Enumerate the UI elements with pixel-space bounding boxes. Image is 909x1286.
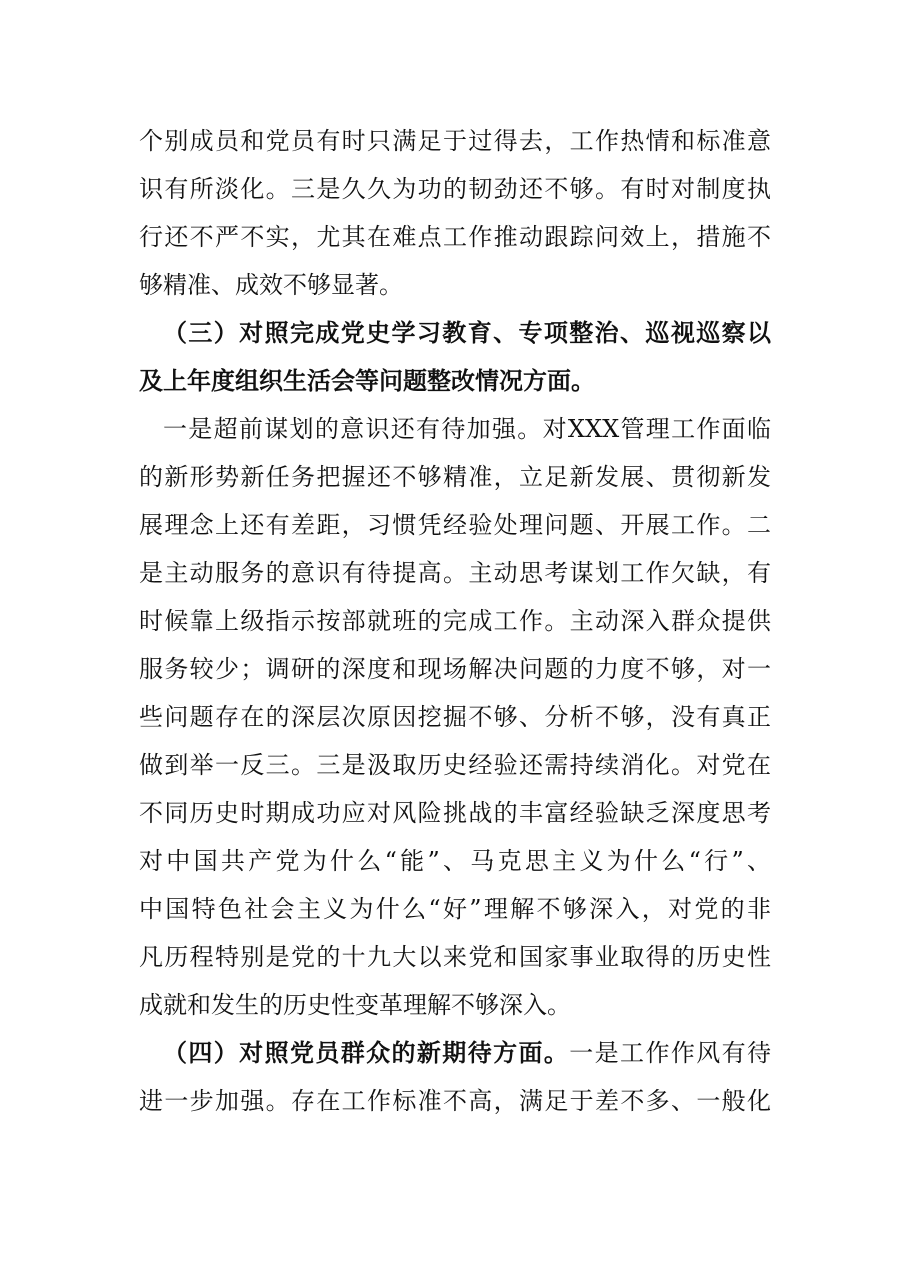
text-line: 不同历史时期成功应对风险挑战的丰富经验缺乏深度思考 — [139, 799, 771, 827]
text-line — [139, 1029, 771, 1077]
text-line: 些问题存在的深层次原因挖掘不够、分析不够，没有真正 — [139, 703, 771, 731]
text-line: 对中国共产党为什么“能”、马克思主义为什么“行”、 — [139, 847, 771, 875]
paragraph-section-4 — [139, 1029, 771, 1125]
paragraph-continuation — [139, 117, 771, 309]
heading-line: （三）对照完成党史学习教育、专项整治、巡视巡察以 — [163, 319, 771, 347]
text-line: 的新形势新任务把握还不够精准，立足新发展、贯彻新发 — [139, 463, 771, 491]
text-line: 凡历程特别是党的十九大以来党和国家事业取得的历史性 — [139, 943, 771, 971]
text-line: 一是超前谋划的意识还有待加强。对XXX管理工作面临 — [163, 415, 771, 443]
text-line: 服务较少；调研的深度和现场解决问题的力度不够，对一 — [139, 655, 771, 683]
text-run: 一是工作作风有待 — [569, 1039, 771, 1067]
text-line: 进一步加强。存在工作标准不高，满足于差不多、一般化 — [139, 1087, 771, 1115]
text-line: 做到举一反三。三是汲取历史经验还需持续消化。对党在 — [139, 751, 771, 779]
text-line: 成就和发生的历史性变革理解不够深入。 — [139, 991, 571, 1019]
text-line: 展理念上还有差距，习惯凭经验处理问题、开展工作。二 — [139, 511, 771, 539]
text-line: 是主动服务的意识有待提高。主动思考谋划工作欠缺，有 — [139, 559, 771, 587]
text-line: 中国特色社会主义为什么“好”理解不够深入，对党的非 — [139, 895, 771, 923]
heading-line: 及上年度组织生活会等问题整改情况方面。 — [139, 367, 595, 395]
text-line: 行还不严不实，尤其在难点工作推动跟踪问效上，措施不 — [139, 223, 771, 251]
text-line: 时候靠上级指示按部就班的完成工作。主动深入群众提供 — [139, 607, 771, 635]
text-line: 个别成员和党员有时只满足于过得去，工作热情和标准意 — [139, 127, 771, 155]
section-heading-4: （四）对照党员群众的新期待方面。 — [163, 1039, 570, 1067]
section-heading-3 — [139, 309, 771, 405]
text-line: 识有所淡化。三是久久为功的韧劲还不够。有时对制度执 — [139, 175, 771, 203]
text-line: 够精准、成效不够显著。 — [139, 271, 403, 299]
paragraph-body — [139, 405, 771, 1029]
